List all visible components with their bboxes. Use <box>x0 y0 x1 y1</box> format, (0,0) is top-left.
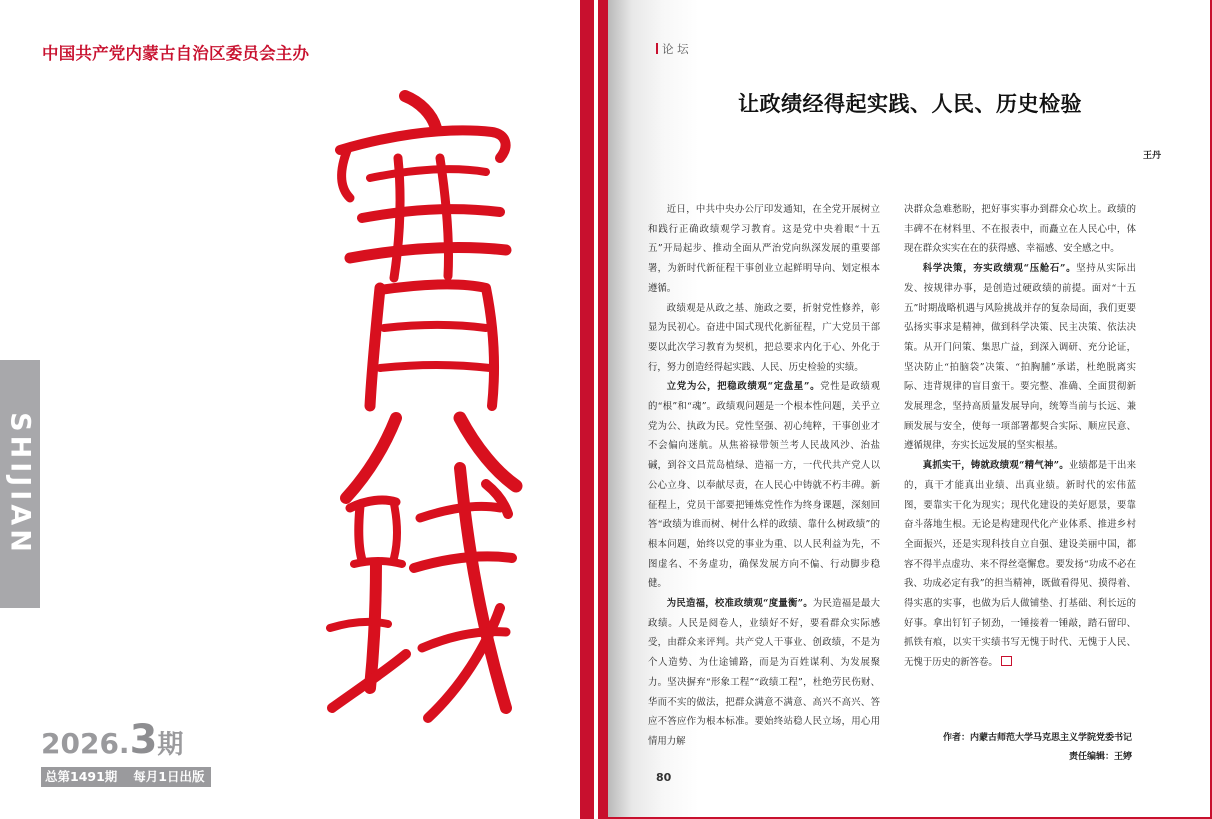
paragraph-lead: 真抓实干，铸就政绩观“精气神”。 <box>922 460 1069 472</box>
total-issue: 总第1491期 <box>45 769 118 784</box>
paragraph: 决群众急难愁盼，把好事实事办到群众心坎上。政绩的丰碑不在材料里、不在报表中，而矗立在人民心中，体现在群众实实在在的获得感、幸福感、安全感之中。 <box>904 204 1136 255</box>
issue-number: 3 <box>129 717 158 763</box>
article-column-left <box>648 200 880 752</box>
article-author: 王丹 <box>1142 151 1161 161</box>
release-schedule: 每月1日出版 <box>133 769 205 784</box>
column-tag-label: 论 坛 <box>662 42 689 56</box>
paragraph <box>648 594 880 752</box>
issue-year: 2026. <box>41 727 130 760</box>
article-column-right <box>904 200 1136 673</box>
total-issue-bar <box>41 767 211 787</box>
paragraph-lead: 科学决策，夯实政绩观“压舱石”。 <box>922 263 1077 275</box>
publisher-line: 中国共产党内蒙古自治区委员会主办 <box>42 44 310 63</box>
paragraph <box>904 259 1136 456</box>
column-tag-bar <box>656 43 658 54</box>
paragraph <box>648 377 880 594</box>
paragraph: 近日，中共中央办公厅印发通知，在全党开展树立和践行正确政绩观学习教育。这是党中央着眼“十五五”开局起步、推动全面从严治党向纵深发展的重要部署，为新时代新征程干事创业立起鲜明导向、划定根本遵循。 <box>648 204 880 294</box>
paragraph-body: 为民造福是最大政绩。人民是阅卷人，业绩好不好，要看群众实际感受，由群众来评判。共产党人干事业、创政绩，不是为个人造势、为仕途铺路，而是为百姓谋利、为发展聚力。坚决摒弃“形象工程”“政绩工程”，杜绝劳民伤财、华而不实的做法，把群众满意不满意、高兴不高兴、答应不答应作为根本标准。要始终站稳人民立场，用心用情用力解 <box>648 598 880 747</box>
spine-divider <box>580 0 608 819</box>
editor-credit: 责任编辑：王婷 <box>1068 752 1132 762</box>
paragraph-body: 业绩都是干出来的，真干才能真出业绩、出真业绩。新时代的宏伟蓝图，要靠实干化为现实；现代化建设的美好愿景，要靠奋斗落地生根。无论是构建现代化产业体系、推进乡村全面振兴，还是实现科技自立自强、建设美丽中国，都容不得半点虚功、来不得丝毫懈怠。要发扬“功成不必在我、功成必定有我”的担当精神，既做看得见、摸得着、得实惠的实事，也做为后人做铺垫、打基础、利长远的好事。拿出钉钉子韧劲，一锤接着一锤敲，踏石留印、抓铁有痕，以实干实绩书写无愧于时代、无愧于人民、无愧于历史的新答卷。 <box>904 460 1136 669</box>
column-tag <box>656 41 689 57</box>
paragraph: 政绩观是从政之基、施政之要，折射党性修养，彰显为民初心。奋进中国式现代化新征程，广大党员干部要以此次学习教育为契机，把总要求内化于心、外化于行，努力创造经得起实践、人民、历史检验的实绩。 <box>648 302 880 373</box>
page-number: 80 <box>656 771 672 784</box>
article-title: 让政绩经得起实践、人民、历史检验 <box>738 92 1082 116</box>
magazine-title-calligraphy <box>310 88 530 738</box>
paragraph-lead: 立党为公，把稳政绩观“定盘星”。 <box>666 381 821 393</box>
article-page <box>608 0 1212 819</box>
issue-label <box>41 717 184 763</box>
paragraph-body: 党性是政绩观的“根”和“魂”。政绩观问题是一个根本性问题，关乎立党为公、执政为民。党性坚强、初心纯粹，干事创业才不会偏向迷航。从焦裕禄带领兰考人民战风沙、治盐碱，到谷文昌荒岛植绿、造福一方，一代代共产党人以公心立身、以奉献尽责，在人民心中铸就不朽丰碑。新征程上，党员干部要把锤炼党性作为终身课题，深刻回答“政绩为谁而树、树什么样的政绩、靠什么树政绩”的根本问题，始终以党的事业为重、以人民利益为先，不图虚名、不务虚功，确保发展方向不偏、行动脚步稳健。 <box>648 381 880 590</box>
cover-page <box>0 0 580 819</box>
paragraph-body: 坚持从实际出发、按规律办事，是创造过硬政绩的前提。面对“十五五”时期战略机遇与风险挑战并存的复杂局面，我们更要弘扬实事求是精神，做到科学决策、民主决策、依法决策。从开门问策、集思广益，到深入调研、充分论证，坚决防止“拍脑袋”决策、“拍胸脯”承诺，杜绝脱离实际、违背规律的盲目蛮干。要完整、准确、全面贯彻新发展理念，坚持高质量发展导向，统筹当前与长远、兼顾发展与安全，使每一项部署都契合实际、顺应民意、遵循规律，夯实长远发展的坚实根基。 <box>904 263 1136 452</box>
issue-unit: 期 <box>157 730 184 760</box>
paragraph-lead: 为民造福，校准政绩观“度量衡”。 <box>666 598 813 610</box>
end-mark-icon <box>1001 656 1012 666</box>
paragraph <box>904 456 1136 673</box>
side-band-text: SHIJIAN <box>4 412 36 556</box>
author-byline: 作者：内蒙古师范大学马克思主义学院党委书记 <box>942 733 1132 743</box>
